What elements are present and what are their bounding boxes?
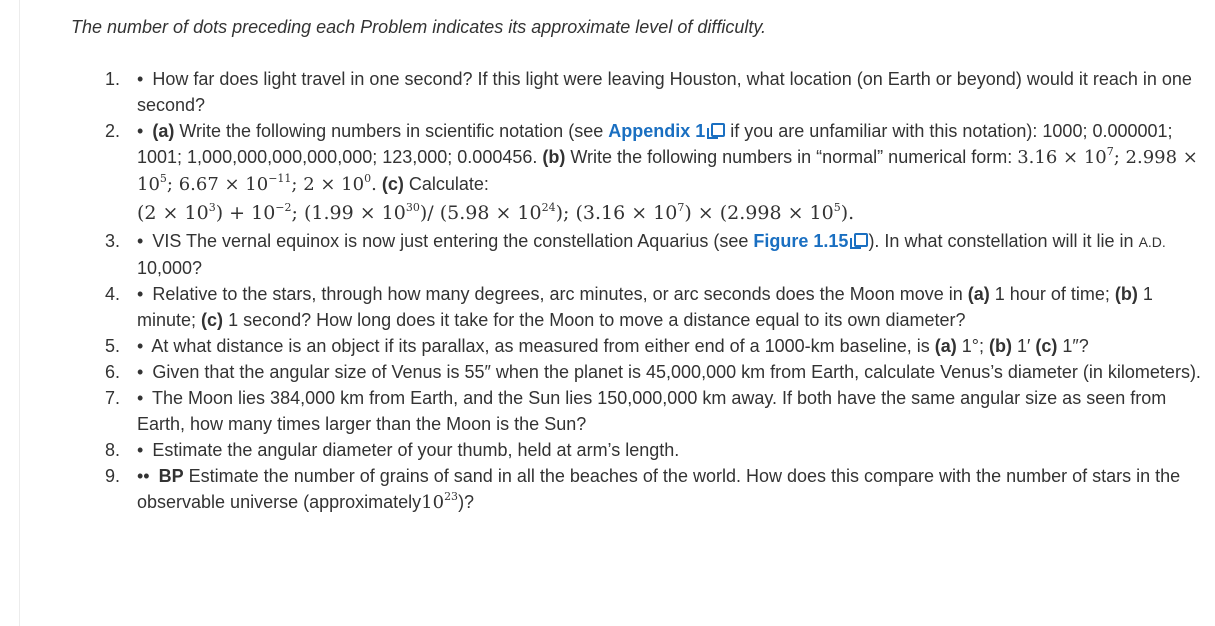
problem-text: The vernal equinox is now just entering the constellation Aquarius (see xyxy=(186,231,749,251)
problem-number: 9. xyxy=(105,466,121,486)
figure-1-15-link[interactable]: Figure 1.15 xyxy=(753,231,849,251)
part-a-text: 1°; xyxy=(961,336,984,356)
problem-number: 2. xyxy=(105,121,121,141)
bp-tag: BP xyxy=(158,466,184,486)
part-b-label: (b) xyxy=(1114,284,1138,304)
part-c-text: 1″? xyxy=(1062,336,1089,356)
problem-7 xyxy=(105,385,1205,437)
part-c-math: $(2 \times 10^3) + 10^{-2}$; $(1.99 \times 10^{30})/$ $(5.98 \times 10^{24})$; $(3.16 \times 10^7) \times (2.998 \times 10^5)$. xyxy=(137,201,855,224)
part-c-label: (c) xyxy=(1035,336,1058,356)
problem-text: Relative to the stars, through how many degrees, arc minutes, or arc seconds does the Moon move in xyxy=(152,284,963,304)
appendix-1-link[interactable]: Appendix 1 xyxy=(608,121,706,141)
difficulty-dots: • xyxy=(137,121,144,141)
vis-tag: VIS xyxy=(152,231,182,251)
stars-estimate-math: $10^{23}$ xyxy=(421,490,459,513)
problem-text: Estimate the number of grains of sand in all the beaches of the world. How does this compare with the number of stars in the observable universe (approximately xyxy=(137,466,1181,512)
problem-number: 1. xyxy=(105,69,121,89)
part-b-math: $3.16 \times 10^7$; $2.998 \times 10^5$; $6.67 \times 10^{-11}$; $2 \times 10^0$. xyxy=(137,145,1198,195)
problem-list xyxy=(105,66,1205,516)
difficulty-dots: • xyxy=(137,284,144,304)
problem-9 xyxy=(105,463,1205,516)
part-a-text: Write the following numbers in scientific notation (see xyxy=(179,121,604,141)
problem-text-continued: ). In what constellation will it lie in xyxy=(868,231,1134,251)
external-link-icon[interactable] xyxy=(850,233,866,249)
part-b-text: 1′ xyxy=(1017,336,1031,356)
part-a-label: (a) xyxy=(152,121,175,141)
problem-text-end: )? xyxy=(458,492,475,512)
difficulty-dots: • xyxy=(137,231,144,251)
part-a-label: (a) xyxy=(934,336,957,356)
part-b-text: 1 minute; xyxy=(137,284,1153,330)
problem-number: 8. xyxy=(105,440,121,460)
part-b-label: (b) xyxy=(542,147,566,167)
part-c-label: (c) xyxy=(381,174,404,194)
part-c-text: Calculate: xyxy=(408,174,489,194)
problem-number: 5. xyxy=(105,336,121,356)
problem-text: How far does light travel in one second? If this light were leaving Houston, what location (on Earth or beyond) would it reach in one second? xyxy=(137,69,1192,115)
problem-1 xyxy=(105,66,1205,118)
problem-text: Estimate the angular diameter of your thumb, held at arm’s length. xyxy=(152,440,680,460)
difficulty-dots: • xyxy=(137,440,144,460)
part-a-text-continued: if you are unfamiliar with this notation): 1000; 0.000001; 1001; 1,000,000,000,000,000; 123,000; 0.000456. xyxy=(137,121,1173,167)
problem-6 xyxy=(105,359,1205,385)
problem-4 xyxy=(105,281,1205,333)
problem-3 xyxy=(105,228,1205,281)
problem-text-end: 10,000? xyxy=(137,258,203,278)
difficulty-dots: • xyxy=(137,69,144,89)
problem-text: The Moon lies 384,000 km from Earth, and the Sun lies 150,000,000 km away. If both have the same angular size as seen from Earth, how many times larger than the Moon is the Sun? xyxy=(137,388,1167,434)
difficulty-dots: • xyxy=(137,336,144,356)
problem-number: 7. xyxy=(105,388,121,408)
part-a-label: (a) xyxy=(967,284,990,304)
era-label: A.D. xyxy=(1138,234,1166,250)
problem-5 xyxy=(105,333,1205,359)
part-b-label: (b) xyxy=(989,336,1012,356)
difficulty-dots: • xyxy=(137,388,144,408)
difficulty-dots: • xyxy=(137,362,144,382)
problem-number: 4. xyxy=(105,284,121,304)
problem-number: 6. xyxy=(105,362,121,382)
part-a-text: 1 hour of time; xyxy=(994,284,1110,304)
problem-text: Given that the angular size of Venus is 55″ when the planet is 45,000,000 km from Earth, calculate Venus’s diameter (in kilometers). xyxy=(152,362,1201,382)
external-link-icon[interactable] xyxy=(707,123,723,139)
part-c-label: (c) xyxy=(201,310,224,330)
problem-8 xyxy=(105,437,1205,463)
difficulty-dots: •• xyxy=(137,466,150,486)
part-b-text: Write the following numbers in “normal” numerical form: xyxy=(570,147,1013,167)
difficulty-note: The number of dots preceding each Problem indicates its approximate level of difficulty. xyxy=(71,17,767,37)
problem-text: At what distance is an object if its parallax, as measured from either end of a 1000-km baseline, is xyxy=(151,336,930,356)
problem-2 xyxy=(105,118,1205,228)
problem-number: 3. xyxy=(105,231,121,251)
part-c-text: 1 second? How long does it take for the Moon to move a distance equal to its own diameter? xyxy=(228,310,966,330)
